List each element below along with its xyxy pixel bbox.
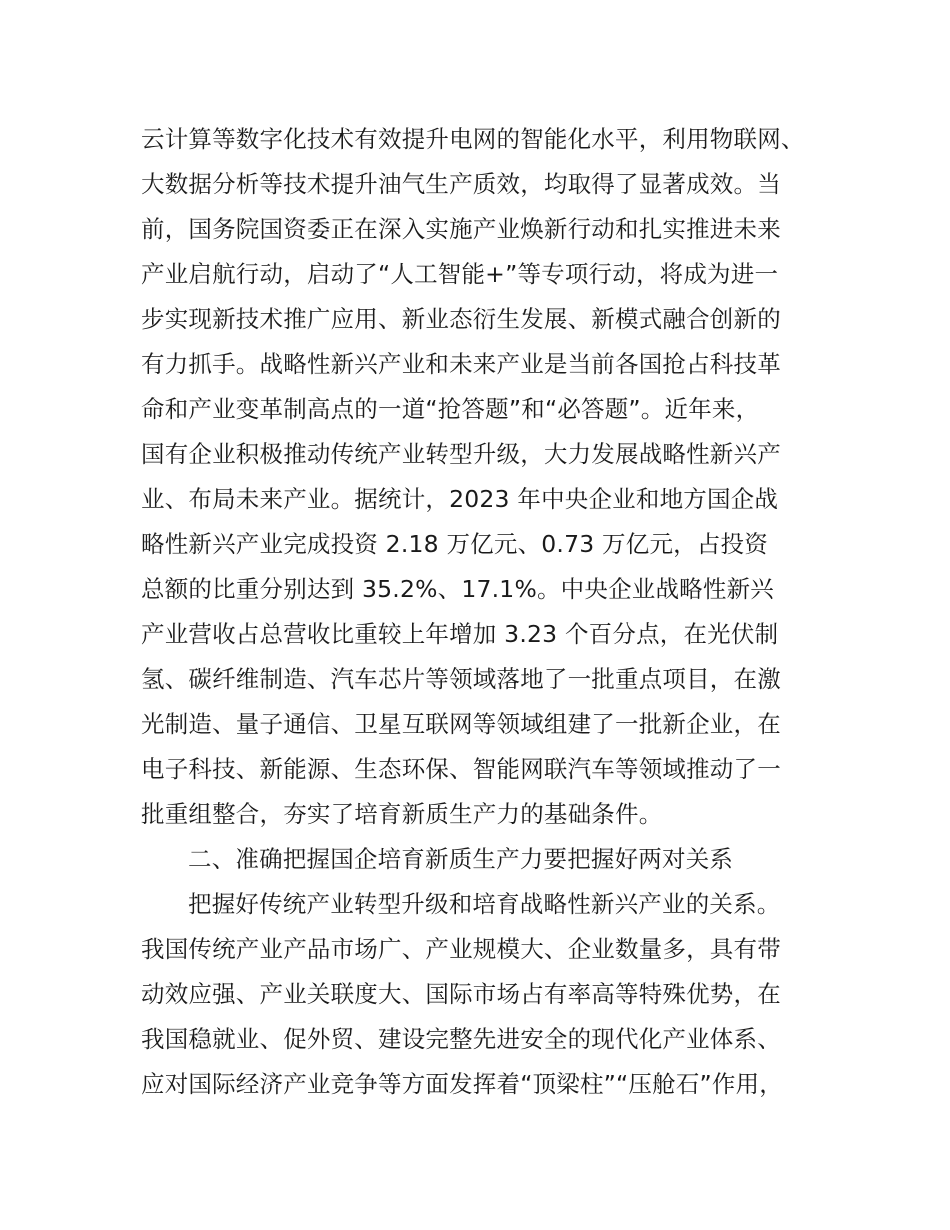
text-line: 业、布局未来产业。据统计，2023 年中央企业和地方国企战 — [141, 485, 779, 513]
text-line: 氢、碳纤维制造、汽车芯片等领域落地了一批重点项目，在激 — [141, 665, 781, 693]
text-line: 大数据分析等技术提升油气生产质效，均取得了显著成效。当 — [141, 170, 781, 198]
text-line: 产业营收占总营收比重较上年增加 3.23 个百分点，在光伏制 — [141, 620, 779, 648]
text-line: 国有企业积极推动传统产业转型升级，大力发展战略性新兴产 — [141, 440, 781, 468]
text-line: 总额的比重分别达到 35.2%、17.1%。中央企业战略性新兴 — [141, 575, 774, 603]
text-line: 光制造、量子通信、卫星互联网等领域组建了一批新企业，在 — [141, 710, 781, 738]
text-line: 批重组整合，夯实了培育新质生产力的基础条件。 — [141, 800, 663, 828]
text-line: 前，国务院国资委正在深入实施产业焕新行动和扎实推进未来 — [141, 215, 781, 243]
text-line: 把握好传统产业转型升级和培育战略性新兴产业的关系。 — [188, 890, 781, 918]
text-line: 应对国际经济产业竞争等方面发挥着“顶梁柱”“压舱石”作用， — [141, 1070, 783, 1098]
text-line: 我国稳就业、促外贸、建设完整先进安全的现代化产业体系、 — [141, 1025, 781, 1053]
text-line: 步实现新技术推广应用、新业态衍生发展、新模式融合创新的 — [141, 305, 781, 333]
text-line: 云计算等数字化技术有效提升电网的智能化水平，利用物联网、 — [141, 125, 805, 153]
text-line: 电子科技、新能源、生态环保、智能网联汽车等领域推动了一 — [141, 755, 781, 783]
text-line: 略性新兴产业完成投资 2.18 万亿元、0.73 万亿元，占投资 — [141, 530, 768, 558]
text-line: 命和产业变革制高点的一道“抢答题”和“必答题”。近年来， — [141, 395, 760, 423]
text-line: 我国传统产业产品市场广、产业规模大、企业数量多，具有带 — [141, 935, 781, 963]
section-heading: 二、准确把握国企培育新质生产力要把握好两对关系 — [188, 845, 734, 873]
text-line: 产业启航行动，启动了“人工智能+”等专项行动，将成为进一 — [141, 260, 779, 288]
text-line: 动效应强、产业关联度大、国际市场占有率高等特殊优势，在 — [141, 980, 781, 1008]
text-line: 有力抓手。战略性新兴产业和未来产业是当前各国抢占科技革 — [141, 350, 781, 378]
